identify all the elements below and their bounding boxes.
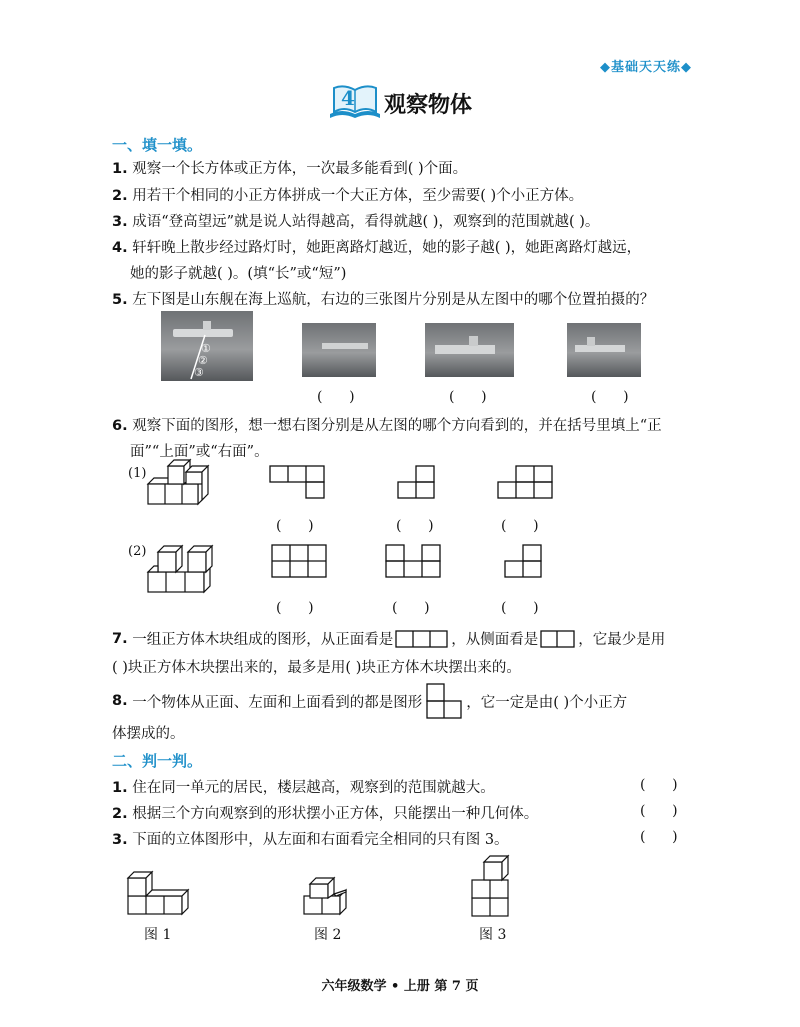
section-heading-judge: 二、判一判。 bbox=[112, 752, 203, 770]
figure-2-caption: 图 2 bbox=[314, 927, 342, 943]
question-4-line2: 她的影子就越( )。(填“长”或“短”) bbox=[130, 266, 347, 282]
view-1c bbox=[498, 466, 554, 500]
figure-2-cubes bbox=[304, 878, 354, 916]
figure-label-2: (2) bbox=[128, 544, 147, 559]
question-7: 7. 一组正方体木块组成的图形，从正面看是 ，从侧面看是 ，它最少是用 bbox=[112, 630, 666, 648]
question-6-line2: 面”“上面”或“右面”。 bbox=[130, 444, 269, 460]
answer-blank-1b[interactable]: ( ) bbox=[396, 518, 434, 534]
position-marker-1: ① bbox=[201, 342, 211, 355]
view-2c bbox=[505, 545, 545, 579]
view-1a bbox=[270, 466, 326, 500]
answer-blank-2c[interactable]: ( ) bbox=[501, 600, 539, 616]
page-title: 观察物体 bbox=[384, 93, 473, 118]
view-2a bbox=[272, 545, 328, 579]
three-view-shape bbox=[426, 682, 462, 720]
judge-blank-3[interactable]: ( ) bbox=[640, 829, 678, 845]
figure-3-cubes bbox=[472, 856, 512, 918]
front-view-shape bbox=[395, 630, 449, 648]
cube-stack-1 bbox=[148, 464, 212, 506]
figure-label-1: (1) bbox=[128, 466, 147, 481]
question-8-line2: 体摆成的。 bbox=[112, 726, 185, 742]
question-3: 3. 成语“登高望远”就是说人站得越高，看得就越( )，观察到的范围就越( )。 bbox=[112, 214, 600, 230]
question-7-line2: ( )块正方体木块摆出来的，最多是用( )块正方体木块摆出来的。 bbox=[112, 660, 521, 676]
series-badge: ◆基础天天练◆ bbox=[600, 60, 692, 75]
judge-2: 2. 根据三个方向观察到的形状摆小正方体，只能摆出一种几何体。 bbox=[112, 806, 539, 822]
position-marker-2: ② bbox=[198, 354, 208, 367]
answer-blank-1a[interactable]: ( ) bbox=[276, 518, 314, 534]
question-2: 2. 用若干个相同的小正方体拼成一个大正方体，至少需要( )个小正方体。 bbox=[112, 188, 584, 204]
judge-3: 3. 下面的立体图形中，从左面和右面看完全相同的只有图 3。 bbox=[112, 832, 509, 848]
ship-photo-main bbox=[161, 311, 253, 381]
answer-blank-photo-c[interactable]: ( ) bbox=[591, 389, 629, 405]
figure-3-caption: 图 3 bbox=[479, 927, 507, 943]
question-4: 4. 轩轩晚上散步经过路灯时，她距离路灯越近，她的影子越( )，她距离路灯越远， bbox=[112, 240, 642, 256]
ship-photo-c bbox=[567, 323, 641, 377]
question-6: 6. 观察下面的图形，想一想右图分别是从左图的哪个方向看到的，并在括号里填上“正 bbox=[112, 418, 662, 434]
page-footer: 六年级数学 • 上册 第 7 页 bbox=[321, 979, 479, 994]
view-1b bbox=[398, 466, 438, 500]
question-1: 1. 观察一个长方体或正方体，一次最多能看到( )个面。 bbox=[112, 161, 468, 177]
judge-blank-1[interactable]: ( ) bbox=[640, 777, 678, 793]
answer-blank-photo-a[interactable]: ( ) bbox=[317, 389, 355, 405]
figure-1-cubes bbox=[128, 872, 188, 916]
cube-stack-2 bbox=[148, 546, 218, 596]
side-view-shape bbox=[540, 630, 576, 648]
question-8: 8. 一个物体从正面、左面和上面看到的都是图形 ，它一定是由( )个小正方 bbox=[112, 682, 627, 720]
judge-blank-2[interactable]: ( ) bbox=[640, 803, 678, 819]
answer-blank-2a[interactable]: ( ) bbox=[276, 600, 314, 616]
section-heading-fill: 一、填一填。 bbox=[112, 136, 203, 154]
unit-number: 4 bbox=[341, 86, 355, 110]
judge-1: 1. 住在同一单元的居民，楼层越高，观察到的范围就越大。 bbox=[112, 780, 495, 796]
ship-photo-a bbox=[302, 323, 376, 377]
figure-1-caption: 图 1 bbox=[144, 927, 172, 943]
question-5: 5. 左下图是山东舰在海上巡航，右边的三张图片分别是从左图中的哪个位置拍摄的？ bbox=[112, 292, 655, 308]
answer-blank-1c[interactable]: ( ) bbox=[501, 518, 539, 534]
position-marker-3: ③ bbox=[194, 366, 204, 379]
ship-photo-b bbox=[425, 323, 514, 377]
view-2b bbox=[386, 545, 442, 579]
answer-blank-photo-b[interactable]: ( ) bbox=[449, 389, 487, 405]
answer-blank-2b[interactable]: ( ) bbox=[392, 600, 430, 616]
